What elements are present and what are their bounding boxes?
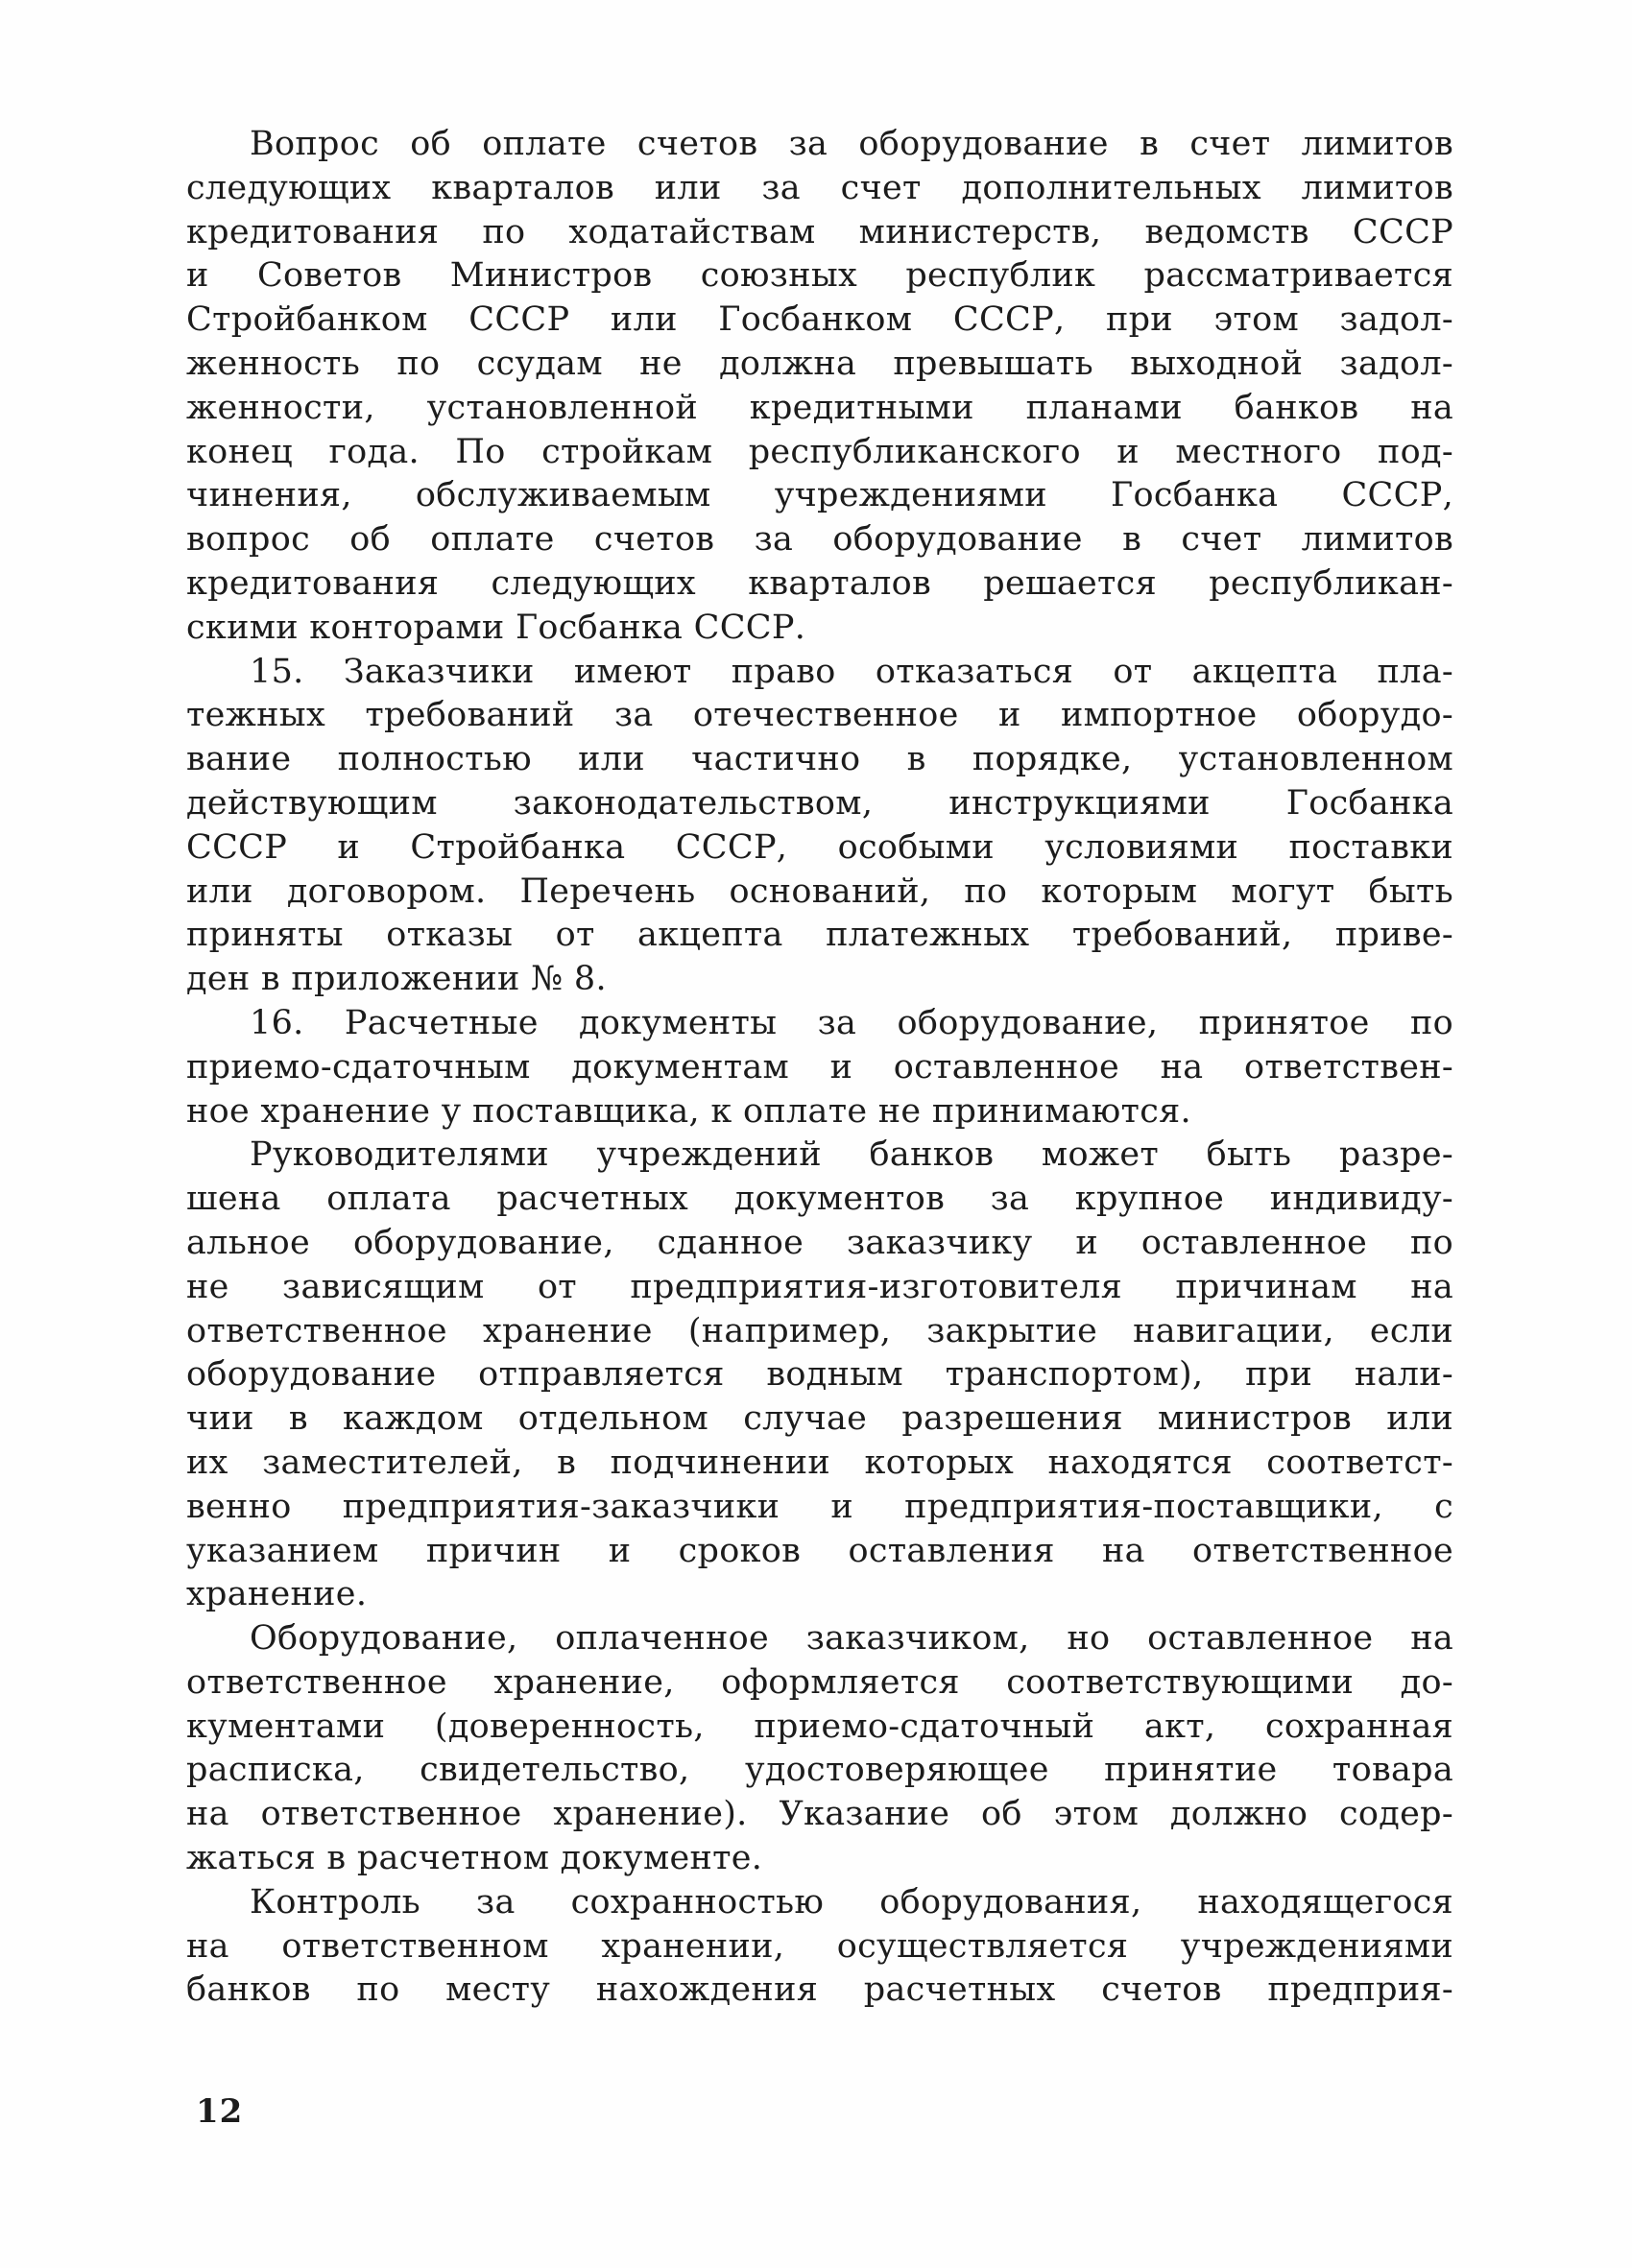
text-line: женности, установленной кредитными планами банков на bbox=[186, 388, 1453, 427]
text-line: приемо-сдаточным документам и оставленное на ответствен- bbox=[186, 1047, 1453, 1086]
text-line: конец года. По стройкам республиканского и местного под- bbox=[186, 432, 1453, 471]
text-line: 16. Расчетные документы за оборудование, принятое по bbox=[250, 1003, 1453, 1042]
text-line: вопрос об оплате счетов за оборудование в счет лимитов bbox=[186, 520, 1453, 560]
text-line: кредитования по ходатайствам министерств, ведомств СССР bbox=[186, 212, 1453, 251]
text-line: следующих кварталов или за счет дополнительных лимитов bbox=[186, 168, 1453, 207]
text-line: расписка, свидетельство, удостоверяющее принятие товара bbox=[186, 1751, 1453, 1790]
page-number: 12 bbox=[196, 2092, 244, 2131]
text-line: чии в каждом отдельном случае разрешения министров или bbox=[186, 1399, 1453, 1439]
text-line: СССР и Стройбанка СССР, особыми условиями поставки bbox=[186, 827, 1453, 867]
text-line: ное хранение у поставщика, к оплате не принимаются. bbox=[186, 1091, 1191, 1131]
text-line: скими конторами Госбанка СССР. bbox=[186, 608, 806, 647]
text-line: шена оплата расчетных документов за крупное индивиду- bbox=[186, 1180, 1453, 1219]
text-line: 15. Заказчики имеют право отказаться от акцепта пла- bbox=[250, 652, 1453, 691]
text-line: на ответственное хранение). Указание об этом должно содер- bbox=[186, 1795, 1453, 1834]
text-line: кредитования следующих кварталов решается республикан- bbox=[186, 563, 1453, 603]
text-line: Руководителями учреждений банков может быть разре- bbox=[250, 1135, 1453, 1175]
text-line: Оборудование, оплаченное заказчиком, но оставленное на bbox=[250, 1619, 1453, 1659]
text-line: действующим законодательством, инструкциями Госбанка bbox=[186, 783, 1453, 823]
text-line: оборудование отправляется водным транспортом), при нали- bbox=[186, 1355, 1453, 1395]
text-line: Стройбанком СССР или Госбанком СССР, при этом задол- bbox=[186, 300, 1453, 340]
text-line: их заместителей, в подчинении которых находятся соответст- bbox=[186, 1443, 1453, 1482]
text-line: указанием причин и сроков оставления на ответственное bbox=[186, 1531, 1453, 1570]
text-line: ден в приложении № 8. bbox=[186, 960, 607, 999]
text-line: Вопрос об оплате счетов за оборудование в счет лимитов bbox=[250, 125, 1453, 163]
text-line: на ответственном хранении, осуществляется учреждениями bbox=[186, 1926, 1453, 1966]
text-line: тежных требований за отечественное и импортное оборудо- bbox=[186, 696, 1453, 735]
text-line: кументами (доверенность, приемо-сдаточный акт, сохранная bbox=[186, 1707, 1453, 1746]
text-line: чинения, обслуживаемым учреждениями Госбанка СССР, bbox=[186, 476, 1453, 515]
text-line: вание полностью или частично в порядке, установленном bbox=[186, 740, 1453, 779]
text-line: женность по ссудам не должна превышать выходной задол- bbox=[186, 344, 1453, 383]
text-line: не зависящим от предприятия-изготовителя причинам на bbox=[186, 1267, 1453, 1306]
text-line: и Советов Министров союзных республик рассматривается bbox=[186, 256, 1453, 296]
text-line: банков по месту нахождения расчетных счетов предприя- bbox=[186, 1970, 1453, 2010]
text-line: или договором. Перечень оснований, по которым могут быть bbox=[186, 871, 1453, 911]
body-text bbox=[186, 123, 1453, 2013]
text-line: альное оборудование, сданное заказчику и оставленное по bbox=[186, 1223, 1453, 1262]
text-line: ответственное хранение, оформляется соответствующими до- bbox=[186, 1662, 1453, 1702]
text-line: жаться в расчетном документе. bbox=[186, 1839, 763, 1878]
text-line: венно предприятия-заказчики и предприятия-поставщики, с bbox=[186, 1487, 1453, 1526]
text-line: Контроль за сохранностью оборудования, находящегося bbox=[250, 1882, 1453, 1922]
text-line: приняты отказы от акцепта платежных требований, приве- bbox=[186, 916, 1453, 955]
text-line: ответственное хранение (например, закрытие навигации, если bbox=[186, 1311, 1453, 1350]
text-line: хранение. bbox=[186, 1575, 368, 1614]
